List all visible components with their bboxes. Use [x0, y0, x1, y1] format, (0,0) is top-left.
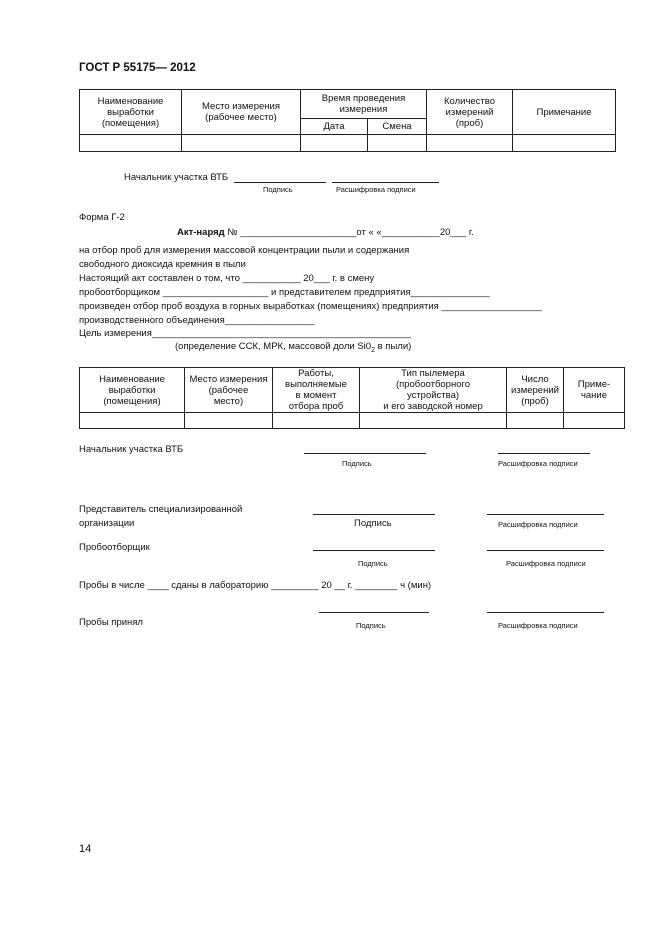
measurement-table: [79, 89, 616, 152]
table-row: [80, 413, 625, 429]
rep-label-1: Представитель специализированной: [79, 504, 243, 515]
form-line-5: произведен отбор проб воздуха в горных выработках (помещениях) предприятия ___________________: [79, 301, 542, 312]
accepted-label: Пробы принял: [79, 617, 143, 628]
rep-label-2: организации: [79, 518, 135, 529]
table-cell: [564, 413, 625, 429]
table-cell: [80, 413, 185, 429]
table-cell: [507, 413, 564, 429]
form-line-7: Цель измерения_________________________________________________: [79, 328, 411, 339]
act-heading: [177, 227, 474, 238]
col-header-place: Место измерения (рабочее место): [182, 90, 301, 135]
decode-line: [498, 453, 590, 454]
col-header-time: Время проведения измерения: [301, 90, 427, 119]
form-title: Форма Г-2: [79, 212, 125, 223]
col-header-count: Количество измерений (проб): [427, 90, 513, 135]
form-line-8-post: в пыли): [374, 341, 412, 352]
caption-decode: Расшифровка подписи: [498, 459, 578, 468]
signature-line: [234, 182, 326, 183]
table-cell: [80, 135, 182, 152]
caption-sign: Подпись: [354, 518, 392, 529]
caption-sign: Подпись: [356, 621, 386, 630]
samples-delivered-line: Пробы в числе ____ сданы в лабораторию _________ 20 __ г. ________ ч (мин): [79, 580, 432, 591]
table-cell: [368, 135, 427, 152]
col-header-date: Дата: [301, 119, 368, 135]
decode-line: [332, 182, 439, 183]
form-line-8: [175, 341, 411, 354]
col-header-note: Примечание: [513, 90, 616, 135]
act-number-line: № ______________________от « «___________20___ г.: [224, 227, 474, 238]
col-header-count: Число измерений (проб): [507, 368, 564, 413]
form-line-6: производственного объединения_________________: [79, 315, 315, 326]
col-header-type: Тип пылемера (пробоотборного устройства) и его заводской номер: [360, 368, 507, 413]
col-header-name: Наименование выработки (помещения): [80, 368, 185, 413]
caption-decode: Расшифровка подписи: [498, 520, 578, 529]
caption-sign: Подпись: [358, 559, 388, 568]
col-header-note: Приме- чание: [564, 368, 625, 413]
table-cell: [513, 135, 616, 152]
chief-label: Начальник участка ВТБ: [79, 444, 184, 455]
form-line-4: пробоотборщиком ____________________ и представителем предприятия_______________: [79, 287, 490, 298]
caption-decode: Расшифровка подписи: [498, 621, 578, 630]
form-line-3: Настоящий акт составлен о том, что ___________ 20___ г. в смену: [79, 273, 375, 284]
chief-label-top: Начальник участка ВТБ: [124, 172, 229, 183]
col-header-name: Наименование выработки (помещения): [80, 90, 182, 135]
caption-decode: Расшифровка подписи: [506, 559, 586, 568]
col-header-shift: Смена: [368, 119, 427, 135]
table-cell: [301, 135, 368, 152]
table-cell: [360, 413, 507, 429]
form-line-8-sub: 2: [371, 346, 375, 354]
decode-line: [487, 550, 604, 551]
form-line-1: на отбор проб для измерения массовой концентрации пыли и содержания: [79, 245, 410, 256]
page-number: 14: [79, 843, 92, 855]
col-header-work: Работы, выполняемые в момент отбора проб: [273, 368, 360, 413]
signature-line: [319, 612, 429, 613]
table-cell: [273, 413, 360, 429]
table-row: [80, 135, 616, 152]
form-line-2: свободного диоксида кремния в пыли: [79, 259, 246, 270]
table-cell: [427, 135, 513, 152]
decode-line: [487, 514, 604, 515]
caption-decode: Расшифровка подписи: [336, 185, 416, 194]
col-header-place: Место измерения (рабочее место): [185, 368, 273, 413]
caption-sign: Подпись: [263, 185, 293, 194]
form-line-8-pre: (определение ССК, МРК, массовой доли Si0: [175, 341, 372, 352]
act-label: Акт-наряд: [177, 227, 225, 238]
sampler-label: Пробоотборщик: [79, 542, 150, 553]
sampling-table: [79, 367, 625, 429]
signature-line: [304, 453, 426, 454]
signature-line: [313, 514, 435, 515]
table-cell: [182, 135, 301, 152]
signature-line: [313, 550, 435, 551]
decode-line: [487, 612, 604, 613]
caption-sign: Подпись: [342, 459, 372, 468]
document-header: ГОСТ Р 55175— 2012: [79, 62, 196, 74]
table-cell: [185, 413, 273, 429]
